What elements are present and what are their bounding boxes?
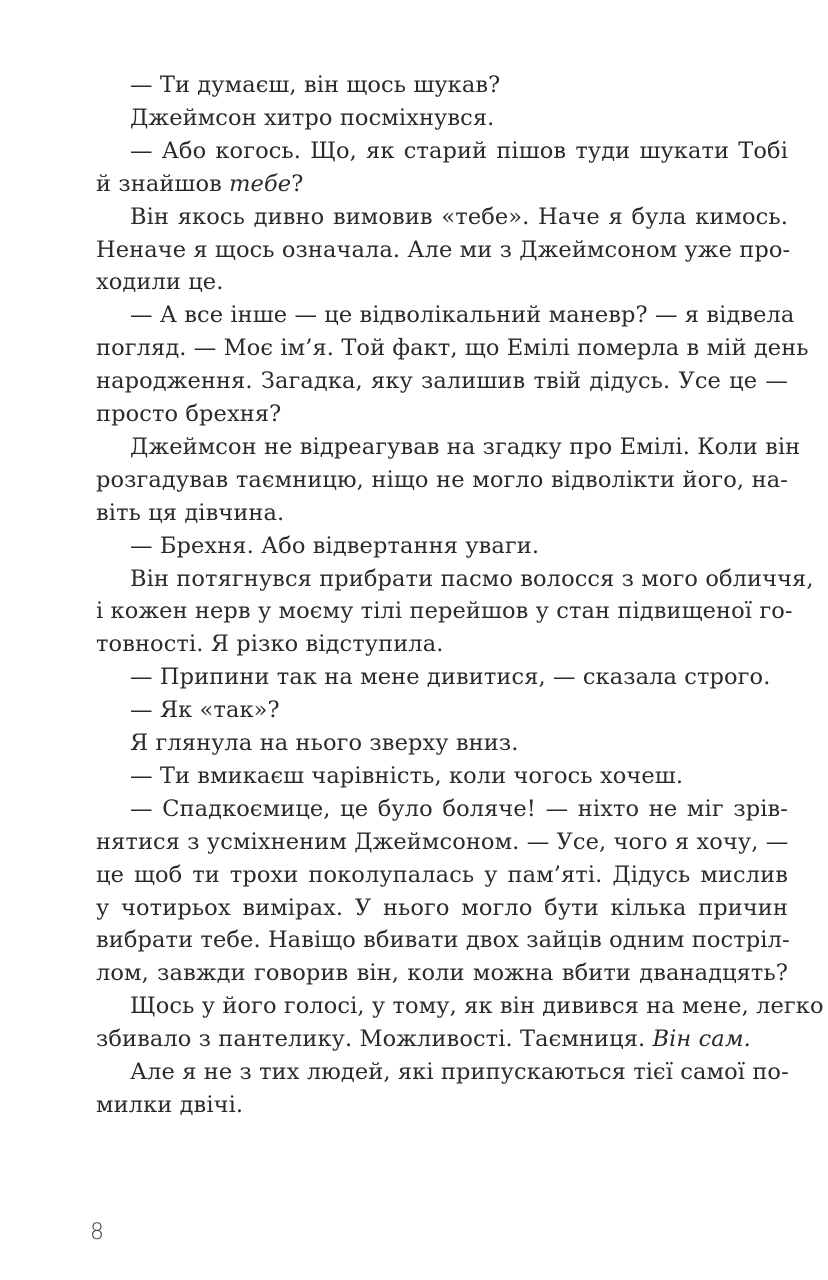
text-line: і кожен нерв у моєму тілі перейшов у стан підвищеної го-	[96, 598, 793, 625]
text-line: — Ти думаєш, він щось шукав?	[130, 72, 501, 98]
text-line: Джеймсон хитро посміхнувся.	[130, 104, 495, 131]
text-line: — Ти вмикаєш чарівність, коли чогось хочеш.	[130, 762, 684, 789]
italic-text-span: Він сам.	[652, 1026, 751, 1053]
text-line: народження. Загадка, яку залишив твій дідусь. Усе це —	[96, 368, 788, 395]
text-line: милки двічі.	[96, 1091, 244, 1118]
text-line: — Або когось. Що, як старий пішов туди шукати Тобі	[130, 137, 788, 164]
text-span: збивало з пантелику. Можливості. Таємниця.	[96, 1026, 653, 1053]
text-line: — А все інше — це відволікальний маневр? — я відвела	[130, 302, 795, 329]
text-line: це щоб ти трохи поколупалась у пам’яті. Дідусь мислив	[96, 861, 788, 888]
text-line: — Спадкоємице, це було боляче! — ніхто не міг зрів-	[130, 795, 788, 822]
text-line: Джеймсон не відреагував на згадку про Емілі. Коли він	[130, 433, 801, 460]
text-line: Неначе я щось означала. Але ми з Джеймсоном уже про-	[96, 236, 791, 263]
text-line: — Як «так»?	[130, 697, 280, 724]
text-line: просто брехня?	[96, 401, 282, 427]
text-line: нятися з усміхненим Джеймсоном. — Усе, чого я хочу, —	[96, 828, 789, 855]
text-line: вибрати тебе. Навіщо вбивати двох зайців одним постріл-	[96, 927, 790, 954]
text-span: й знайшов	[96, 170, 230, 197]
italic-text-span: тебе	[229, 170, 292, 197]
text-line: у чотирьох вимірах. У нього могло бути кілька причин	[96, 894, 788, 921]
text-line: лом, завжди говорив він, коли можна вбити дванадцять?	[96, 960, 788, 987]
text-line	[96, 1022, 751, 1056]
text-line: — Припини так на мене дивитися, — сказала строго.	[130, 664, 771, 691]
text-line: Він потягнувся прибрати пасмо волосся з мого обличчя,	[130, 565, 814, 592]
text-line: — Брехня. Або відвертання уваги.	[130, 532, 540, 559]
page-number: 8	[90, 1220, 104, 1245]
text-line: Він якось дивно вимовив «тебе». Наче я була кимось.	[130, 203, 788, 230]
text-line: Я глянула на нього зверху вниз.	[130, 730, 519, 756]
text-line: погляд. — Моє ім’я. Той факт, що Емілі померла в мій день	[96, 335, 809, 362]
text-span: ?	[291, 170, 304, 197]
text-line: ходили це.	[96, 269, 224, 296]
text-line	[96, 167, 303, 201]
text-line: товності. Я різко відступила.	[96, 631, 444, 658]
text-line: Але я не з тих людей, які припускаються тієї самої по-	[130, 1059, 789, 1085]
text-line: Щось у його голосі, у тому, як він дивився на мене, легко	[130, 993, 824, 1020]
text-line: віть ця дівчина.	[96, 499, 285, 526]
text-line: розгадував таємницю, ніщо не могло відволікти його, на-	[96, 466, 788, 493]
